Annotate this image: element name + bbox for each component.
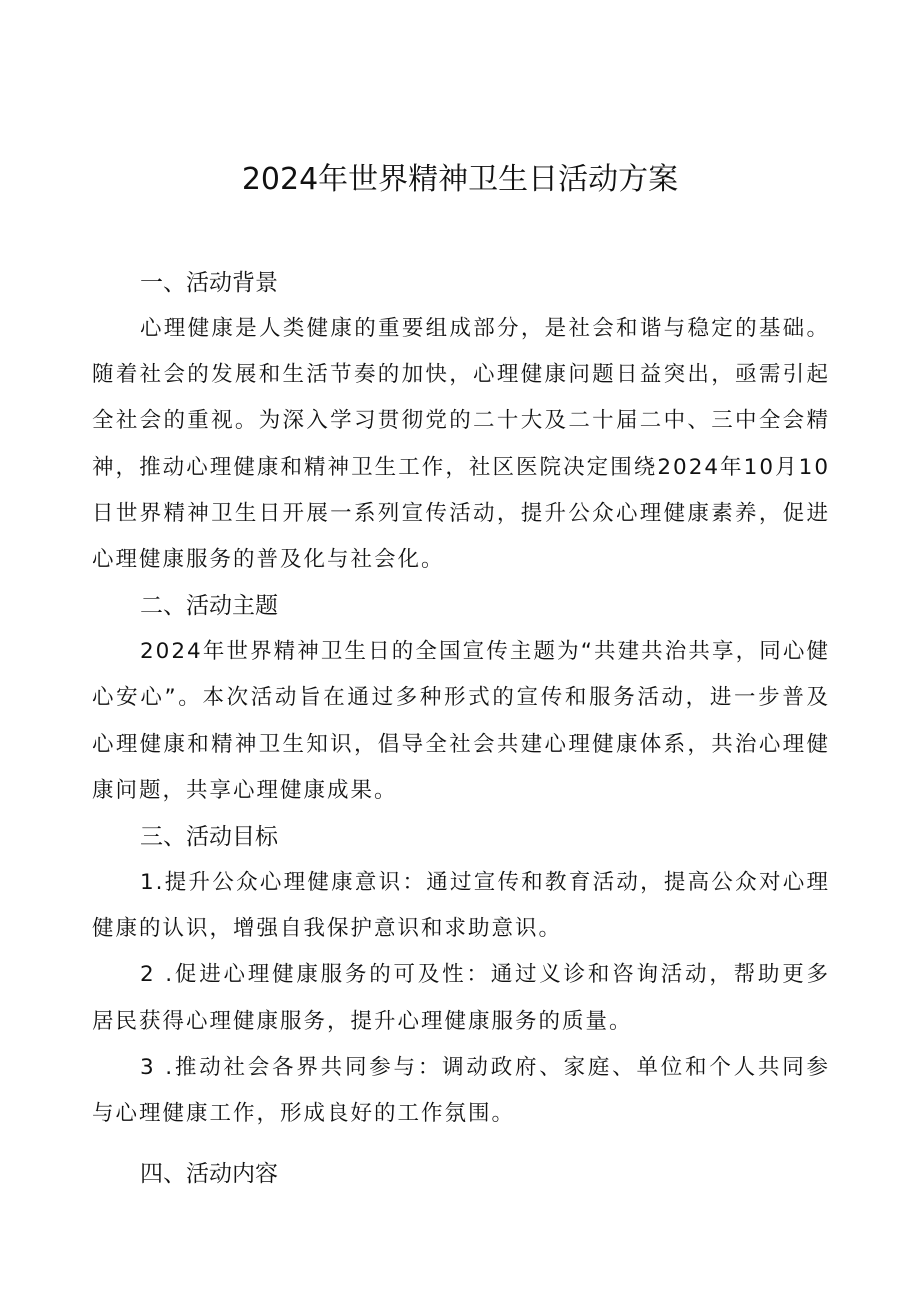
section-heading-goals: 三、活动目标 (140, 824, 278, 851)
goal-item-1: 1.提升公众心理健康意识：通过宣传和教育活动，提高公众对心理健康的认识，增强自我保护意识和求助意识。 (92, 870, 830, 942)
section-heading-theme: 二、活动主题 (140, 593, 278, 620)
goal-item-2: 2 .促进心理健康服务的可及性：通过义诊和咨询活动，帮助更多居民获得心理健康服务，提升心理健康服务的质量。 (92, 962, 830, 1034)
section-heading-content: 四、活动内容 (140, 1161, 278, 1188)
goal-item-3: 3 .推动社会各界共同参与：调动政府、家庭、单位和个人共同参与心理健康工作，形成良好的工作氛围。 (92, 1054, 830, 1127)
background-paragraph: 心理健康是人类健康的重要组成部分，是社会和谐与稳定的基础。随着社会的发展和生活节奏的加快，心理健康问题日益突出，亟需引起全社会的重视。为深入学习贯彻党的二十大及二十届二中、三中全会精神，推动心理健康和精神卫生工作，社区医院决定围绕2024年10月10日世界精神卫生日开展一系列宣传活动，提升公众心理健康素养，促进心理健康服务的普及化与社会化。 (92, 316, 830, 573)
section-heading-background: 一、活动背景 (140, 270, 278, 296)
document-body (92, 260, 830, 1197)
theme-paragraph: 2024年世界精神卫生日的全国宣传主题为“共建共治共享，同心健心安心”。本次活动旨在通过多种形式的宣传和服务活动，进一步普及心理健康和精神卫生知识，倡导全社会共建心理健康体系，共治心理健康问题，共享心理健康成果。 (92, 639, 830, 803)
document-title: 2024年世界精神卫生日活动方案 (241, 162, 679, 197)
